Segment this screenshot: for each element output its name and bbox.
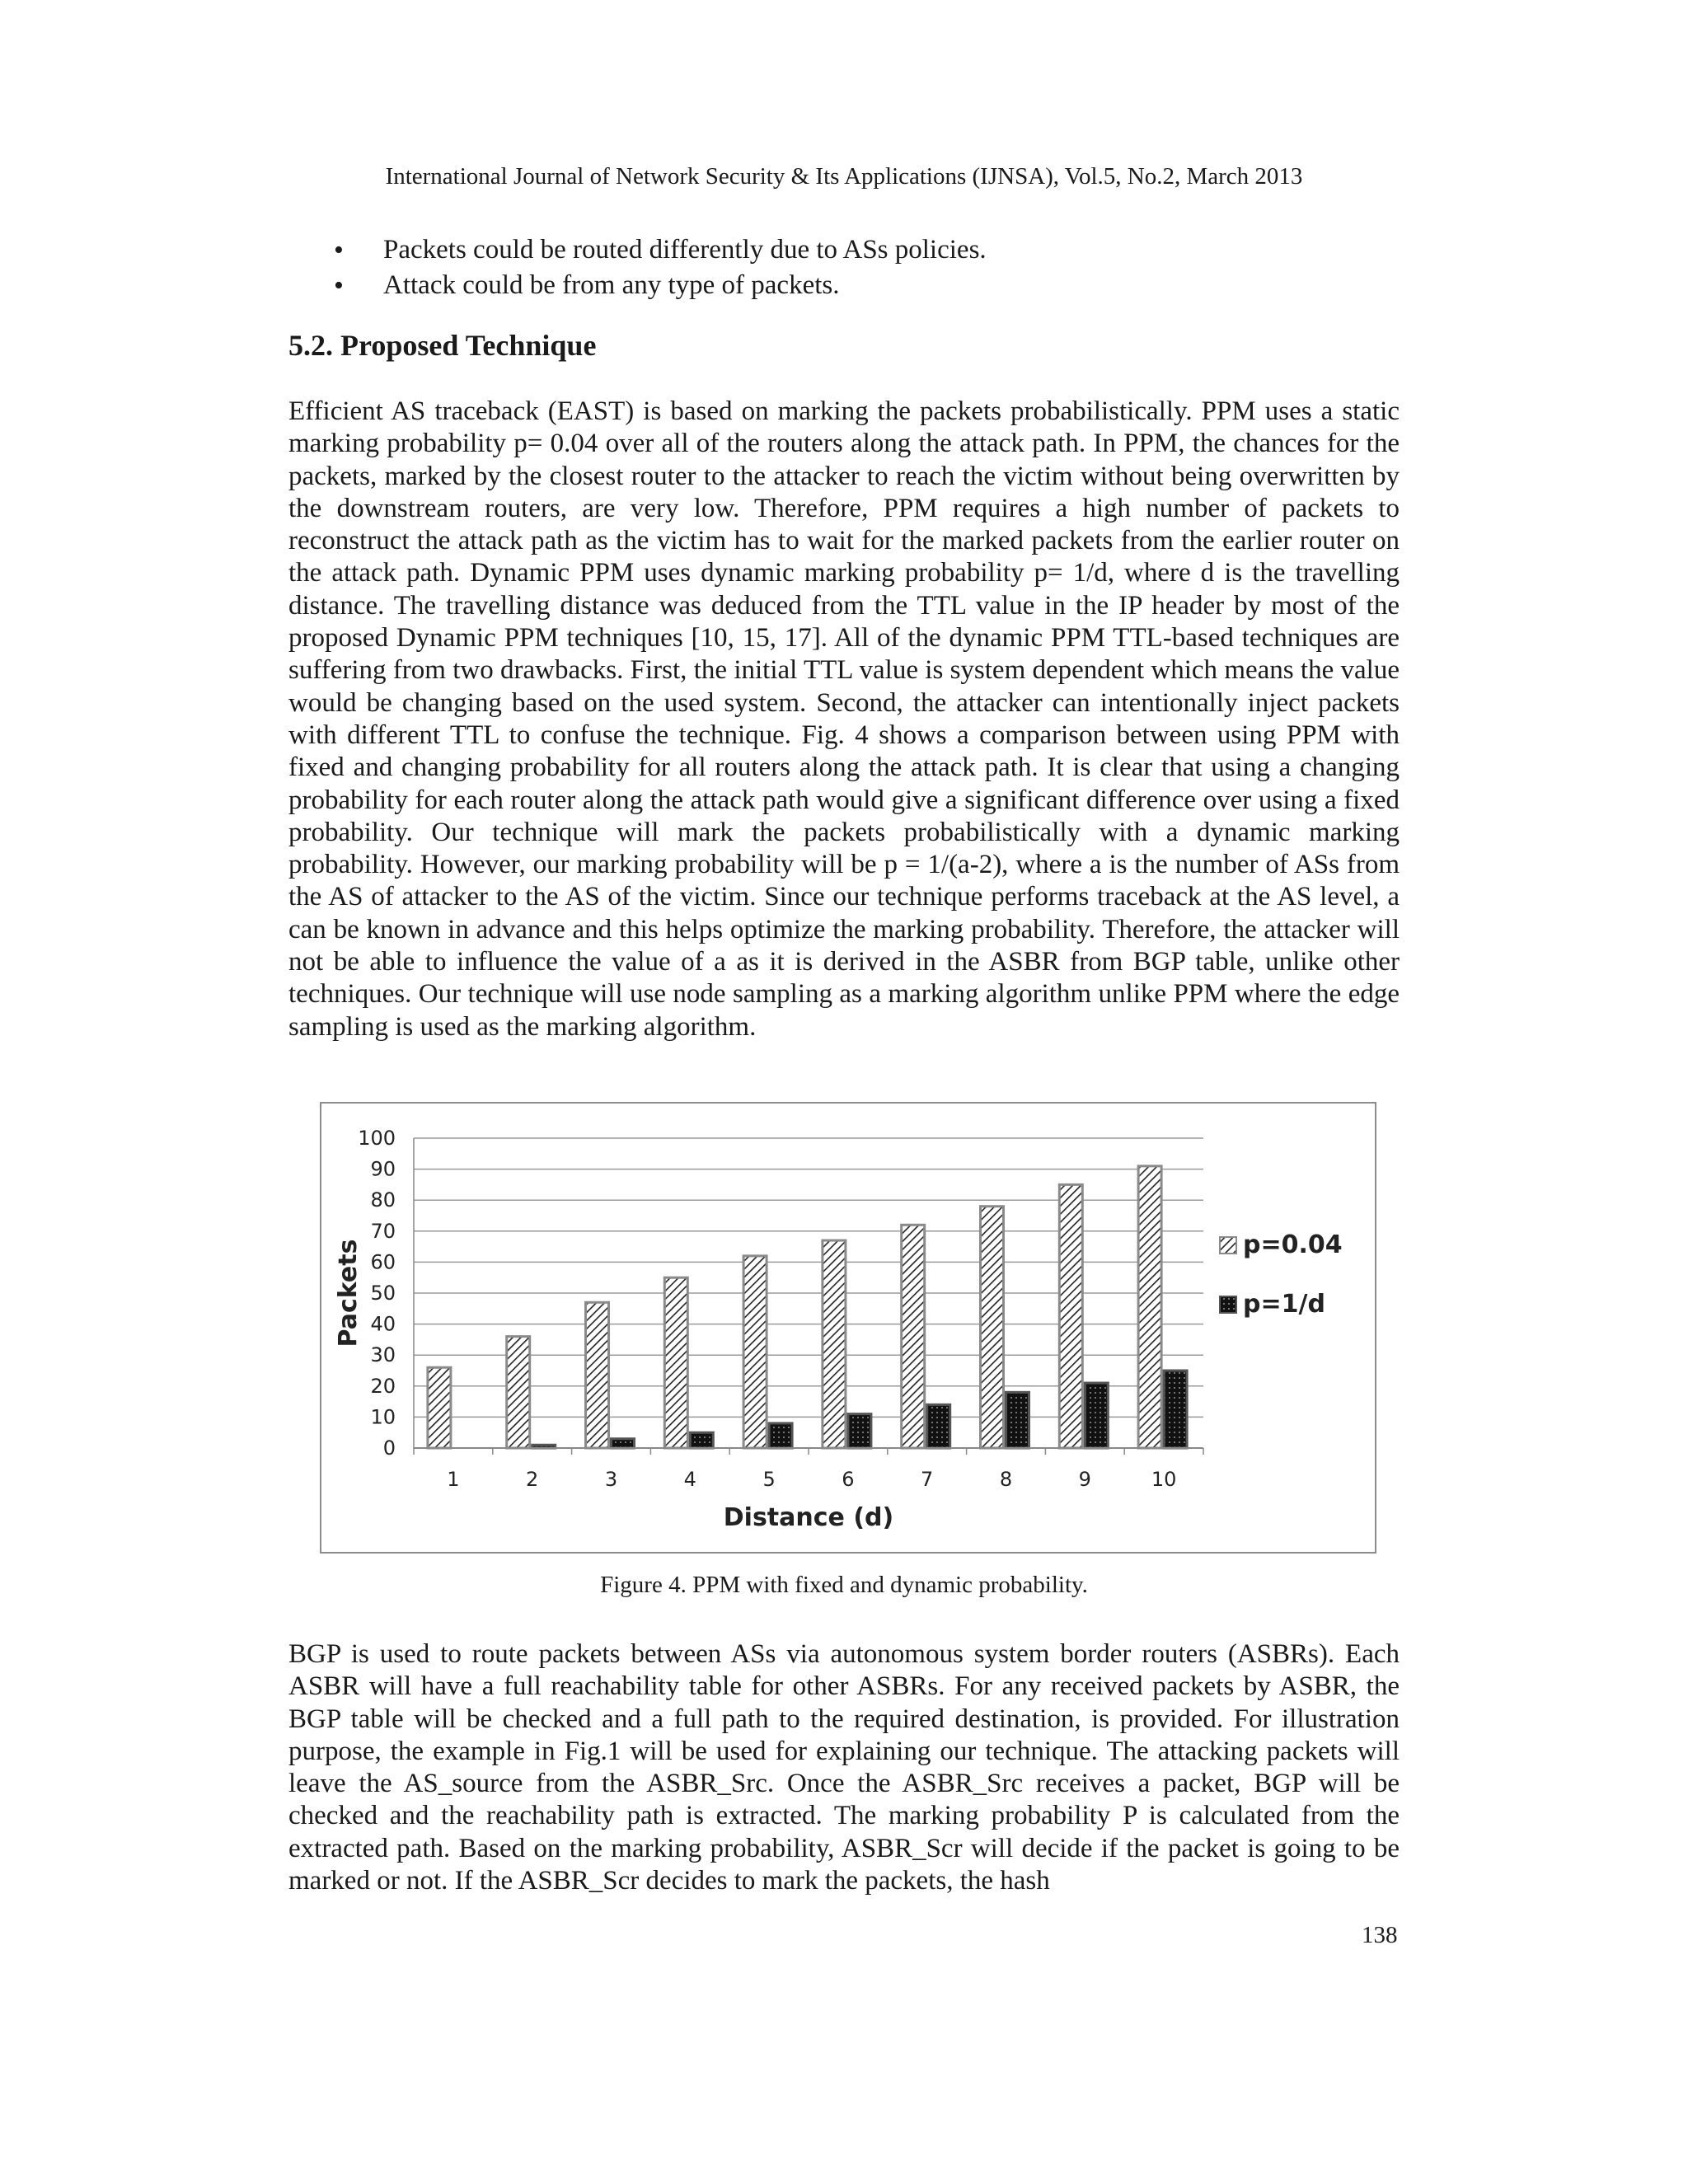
bar-p004-4 xyxy=(664,1277,687,1448)
x-tick-label: 3 xyxy=(604,1468,618,1491)
x-tick-label: 5 xyxy=(762,1468,776,1491)
y-tick-label: 30 xyxy=(370,1343,396,1367)
legend-label: p=0.04 xyxy=(1243,1230,1343,1259)
figure-caption: Figure 4. PPM with fixed and dynamic probability. xyxy=(600,1572,1088,1598)
y-tick-label: 0 xyxy=(382,1436,396,1460)
x-tick-label: 6 xyxy=(842,1468,855,1491)
bar-p004-5 xyxy=(743,1256,767,1448)
bullet-item: • Attack could be from any type of packets. xyxy=(334,268,1405,303)
bar-p1d-6 xyxy=(848,1414,871,1448)
x-tick-label: 2 xyxy=(526,1468,539,1491)
bar-p1d-4 xyxy=(690,1432,713,1448)
bar-p1d-9 xyxy=(1085,1383,1108,1448)
legend-swatch xyxy=(1220,1237,1236,1254)
bar-p004-10 xyxy=(1138,1166,1161,1448)
x-tick-label: 8 xyxy=(999,1468,1013,1491)
y-tick-label: 20 xyxy=(370,1374,396,1398)
x-tick-label: 9 xyxy=(1078,1468,1091,1491)
section-title: 5.2. Proposed Technique xyxy=(288,329,597,362)
bar-p004-2 xyxy=(507,1337,530,1448)
bar-p1d-5 xyxy=(769,1423,792,1448)
legend-label: p=1/d xyxy=(1243,1290,1325,1319)
bullet-item: • Packets could be routed differently due to ASs policies. xyxy=(334,232,1405,268)
x-tick-label: 7 xyxy=(921,1468,934,1491)
y-tick-label: 70 xyxy=(370,1219,396,1243)
y-tick-label: 100 xyxy=(358,1127,396,1150)
bar-p004-3 xyxy=(586,1302,609,1448)
bar-p004-1 xyxy=(428,1367,451,1448)
bar-p1d-3 xyxy=(612,1439,635,1448)
paragraph-east-technique: Efficient AS traceback (EAST) is based on marking the packets probabilistically. PPM uses a static marking probability p= 0.04 over all of the routers along the attack path. In PPM, the chances for the packets, marked by the closest router to the attacker to reach the victim without being overwritten by the downstream routers, are very low. Therefore, PPM requires a high number of packets to reconstruct the attack path as the victim has to wait for the marked packets from the earlier router on the attack path. Dynamic PPM uses dynamic marking probability p= 1/d, where d is the travelling distance. The travelling distance was deduced from the TTL value in the IP header by most of the proposed Dynamic PPM techniques [10, 15, 17]. All of the dynamic PPM TTL-based techniques are suffering from two drawbacks. First, the initial TTL value is system dependent which means the value would be changing based on the used system. Second, the attacker can intentionally inject packets with different TTL to confuse the technique. Fig. 4 shows a comparison between using PPM with fixed and changing probability for all routers along the attack path. It is clear that using a changing probability for each router along the attack path would give a significant difference over using a fixed probability. Our technique will mark the packets probabilistically with a dynamic marking probability. However, our marking probability will be p = 1/(a-2), where a is the number of ASs from the AS of attacker to the AS of the victim. Since our technique performs traceback at the AS level, a can be known in advance and this helps optimize the marking probability. Therefore, the attacker will not be able to influence the value of a as it is derived in the ASBR from BGP table, unlike other techniques. Our technique will use node sampling as a marking algorithm unlike PPM where the edge sampling is used as the marking algorithm. xyxy=(288,396,1400,1042)
y-tick-label: 60 xyxy=(370,1250,396,1274)
bar-p004-6 xyxy=(823,1240,846,1448)
bar-p004-9 xyxy=(1059,1184,1082,1448)
bar-p1d-7 xyxy=(927,1404,950,1448)
running-header: International Journal of Network Security & Its Applications (IJNSA), Vol.5, No.2, March 2013 xyxy=(385,163,1303,190)
x-tick-label: 1 xyxy=(447,1468,460,1491)
y-tick-label: 50 xyxy=(370,1282,396,1305)
bar-p1d-8 xyxy=(1006,1392,1029,1448)
bullet-list xyxy=(334,232,1405,303)
bar-p1d-10 xyxy=(1164,1371,1187,1448)
bar-chart xyxy=(321,1104,1375,1552)
x-tick-label: 4 xyxy=(683,1468,696,1491)
x-tick-label: 10 xyxy=(1151,1468,1177,1491)
x-axis-title: Distance (d) xyxy=(723,1503,894,1532)
y-tick-label: 80 xyxy=(370,1188,396,1212)
legend-swatch xyxy=(1220,1296,1236,1313)
y-axis-title: Packets xyxy=(334,1239,363,1347)
y-tick-label: 40 xyxy=(370,1312,396,1336)
figure-chart xyxy=(320,1102,1376,1554)
bar-p004-8 xyxy=(981,1207,1004,1448)
y-tick-label: 90 xyxy=(370,1157,396,1181)
paragraph-bgp: BGP is used to route packets between ASs via autonomous system border routers (ASBRs). Each ASBR will have a full reachability table for other ASBRs. For any received packets by ASBR, the BGP table will be checked and a full path to the required destination, is provided. For illustration purpose, the example in Fig.1 will be used for explaining our technique. The attacking packets will leave the AS_source from the ASBR_Src. Once the ASBR_Src receives a packet, BGP will be checked and the reachability path is extracted. The marking probability P is calculated from the extracted path. Based on the marking probability, ASBR_Scr will decide if the packet is going to be marked or not. If the ASBR_Scr decides to mark the packets, the hash xyxy=(288,1639,1400,1896)
bar-p004-7 xyxy=(902,1225,925,1448)
page-number: 138 xyxy=(1362,1922,1398,1948)
y-tick-label: 10 xyxy=(370,1405,396,1429)
